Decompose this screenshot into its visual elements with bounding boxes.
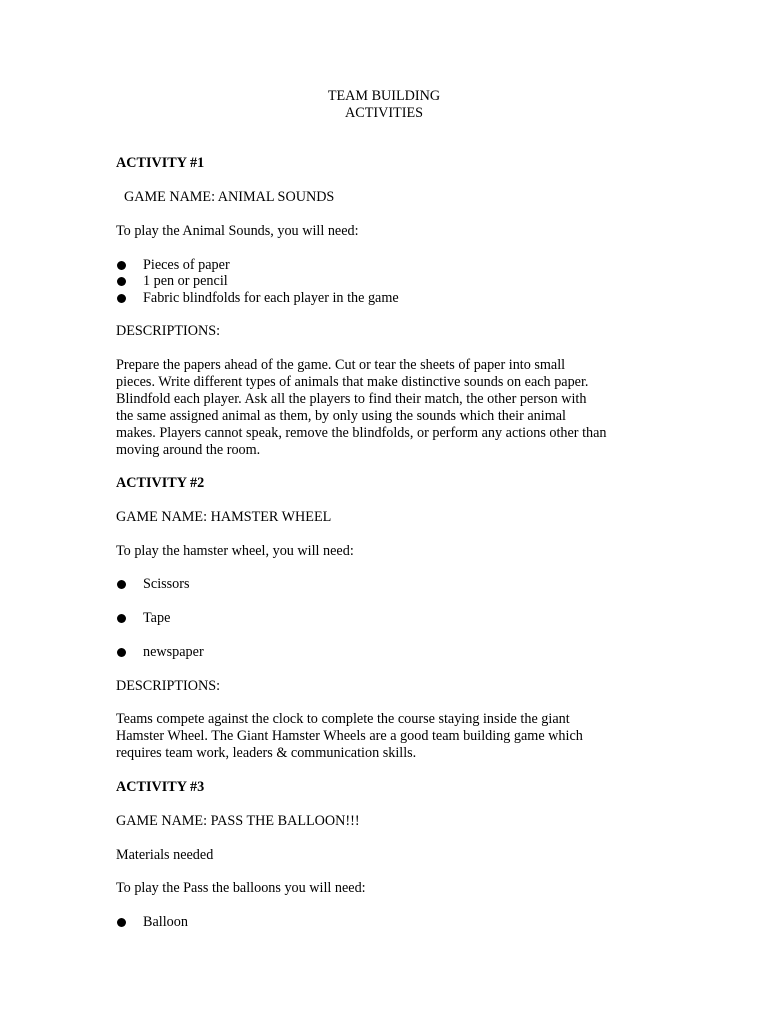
list-item-label: Fabric blindfolds for each player in the game (143, 290, 399, 306)
document-title-line-1: TEAM BUILDING (327, 88, 441, 104)
activity-1-description (116, 357, 661, 459)
paragraph-line: Blindfold each player. Ask all the players to find their match, the other person with (116, 391, 587, 407)
list-item-label: Pieces of paper (143, 257, 230, 273)
activity-1-need-intro: To play the Animal Sounds, you will need: (116, 223, 359, 239)
list-item-label: Scissors (143, 576, 190, 592)
activity-2-description (116, 711, 661, 762)
paragraph-line: makes. Players cannot speak, remove the blindfolds, or perform any actions other than (116, 425, 607, 441)
bullet-dot-icon (117, 580, 126, 589)
document-title-line-2: ACTIVITIES (344, 105, 424, 121)
activity-2-descriptions-heading: DESCRIPTIONS: (116, 678, 221, 694)
list-item-label: 1 pen or pencil (143, 273, 228, 289)
paragraph-line: the same assigned animal as them, by only using the sounds which their animal (116, 408, 566, 424)
bullet-dot-icon (117, 277, 126, 286)
paragraph-line: Teams compete against the clock to complete the course staying inside the giant (116, 711, 570, 727)
list-item-label: Tape (143, 610, 171, 626)
paragraph-line: requires team work, leaders & communication skills. (116, 745, 417, 761)
activity-3-game-name: GAME NAME: PASS THE BALLOON!!! (116, 813, 360, 829)
bullet-dot-icon (117, 261, 126, 270)
activity-1-game-name: GAME NAME: ANIMAL SOUNDS (124, 189, 335, 205)
bullet-dot-icon (117, 294, 126, 303)
activity-2-game-name: GAME NAME: HAMSTER WHEEL (116, 509, 332, 525)
activity-1-descriptions-heading: DESCRIPTIONS: (116, 323, 221, 339)
activity-2-need-intro: To play the hamster wheel, you will need: (116, 543, 354, 559)
bullet-dot-icon (117, 918, 126, 927)
paragraph-line: Prepare the papers ahead of the game. Cut or tear the sheets of paper into small (116, 357, 566, 373)
paragraph-line: pieces. Write different types of animals that make distinctive sounds on each paper. (116, 374, 589, 390)
activity-1-heading: ACTIVITY #1 (116, 155, 205, 171)
bullet-dot-icon (117, 614, 126, 623)
list-item-label: Balloon (143, 914, 188, 930)
paragraph-line: Hamster Wheel. The Giant Hamster Wheels are a good team building game which (116, 728, 583, 744)
activity-2-heading: ACTIVITY #2 (116, 475, 205, 491)
paragraph-line: moving around the room. (116, 442, 261, 458)
activity-3-materials: Materials needed (116, 847, 214, 863)
activity-3-need-intro: To play the Pass the balloons you will need: (116, 880, 366, 896)
activity-3-heading: ACTIVITY #3 (116, 779, 205, 795)
bullet-dot-icon (117, 648, 126, 657)
list-item-label: newspaper (143, 644, 204, 660)
